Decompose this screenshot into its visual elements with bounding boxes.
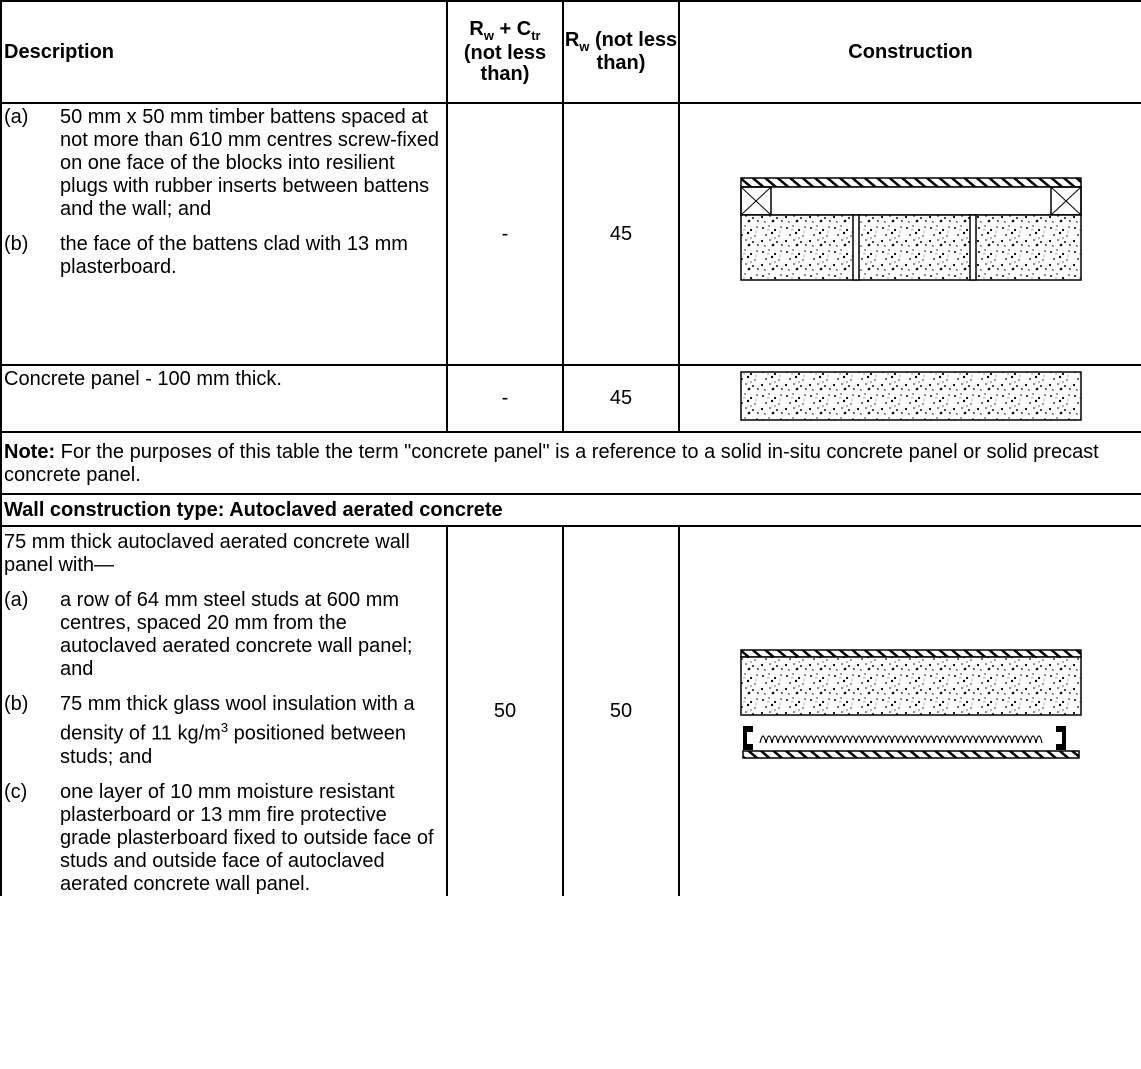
table-row bbox=[1, 103, 1141, 365]
description-cell: 75 mm thick autoclaved aerated concrete wall panel with— (a) a row of 64 mm steel studs at 600 mm centres, spaced 20 mm from the autoclaved aerated concrete wall panel; and (b) 75 mm thick glass wool insulation with a density of 11 $kg/m^3$ positioned between studs; and (c) one layer of 10 mm moisture resistant plasterboard or 13 mm fire protective grade plasterboard fixed to outside face of studs and outside face of autoclaved aerated concrete wall panel. bbox=[1, 526, 447, 896]
table-row bbox=[1, 526, 1141, 896]
table-row bbox=[1, 365, 1141, 432]
aac-panel-stud-diagram bbox=[736, 648, 1086, 768]
section-row bbox=[1, 494, 1141, 526]
battens-block-wall-diagram bbox=[736, 176, 1086, 286]
header-description: Description bbox=[1, 1, 447, 103]
rw-ctr-value: 50 bbox=[447, 526, 563, 896]
header-rw: $R_w$ (not less than) bbox=[563, 1, 679, 103]
rw-ctr-value: - bbox=[447, 365, 563, 432]
note-row bbox=[1, 432, 1141, 494]
section-title: Wall construction type: Autoclaved aerated concrete bbox=[1, 494, 1141, 526]
list-item: (a) a row of 64 mm steel studs at 600 mm centres, spaced 20 mm from the autoclaved aerated concrete wall panel; and bbox=[4, 589, 413, 680]
table-note: Note: For the purposes of this table the term "concrete panel" is a reference to a solid in-situ concrete panel or solid precast concrete panel. bbox=[1, 432, 1141, 494]
header-construction: Construction bbox=[679, 1, 1141, 103]
construction-figure bbox=[679, 103, 1141, 365]
table-header-row bbox=[1, 1, 1141, 103]
construction-figure bbox=[679, 365, 1141, 432]
list-item: (b) the face of the battens clad with 13 mm plasterboard. bbox=[4, 233, 408, 278]
description-cell bbox=[1, 103, 447, 365]
construction-figure bbox=[679, 526, 1141, 896]
list-item: (b) 75 mm thick glass wool insulation with a density of 11 $kg/m^3$ positioned between studs; and bbox=[4, 693, 415, 768]
list-item: (a) 50 mm x 50 mm timber battens spaced at not more than 610 mm centres screw-fixed on one face of the blocks into resilient plugs with rubber inserts between battens and the wall; and bbox=[4, 106, 440, 220]
rw-ctr-value: - bbox=[447, 103, 563, 365]
description-cell: Concrete panel - 100 mm thick. bbox=[1, 365, 447, 432]
header-rw-ctr: $R_w + C_{tr}$ (not less than) bbox=[447, 1, 563, 103]
rw-value: 45 bbox=[563, 103, 679, 365]
list-item: (c) one layer of 10 mm moisture resistant plasterboard or 13 mm fire protective grade plasterboard fixed to outside face of studs and outside face of autoclaved aerated concrete wall panel. bbox=[4, 780, 434, 895]
concrete-panel-diagram bbox=[736, 368, 1086, 424]
rw-value: 45 bbox=[563, 365, 679, 432]
rw-value: 50 bbox=[563, 526, 679, 896]
